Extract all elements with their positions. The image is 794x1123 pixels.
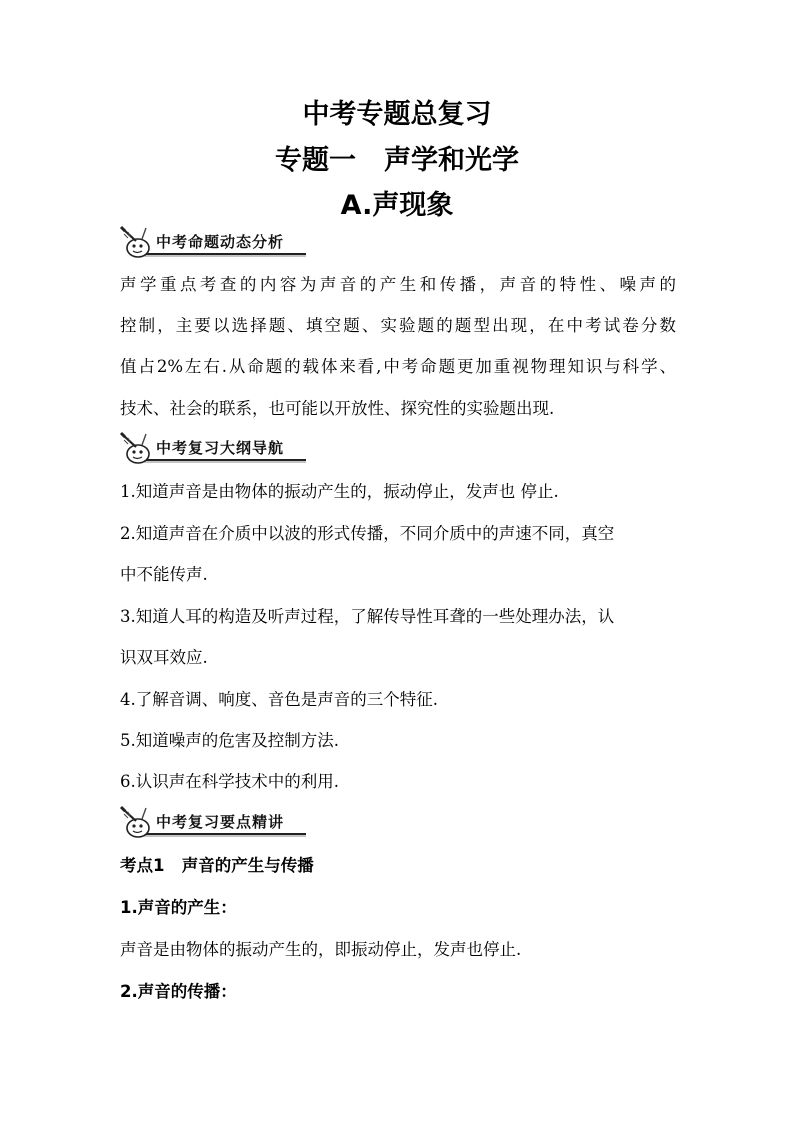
outline-item: 6.认识声在科学技术中的利用.	[120, 772, 339, 791]
section-title: A.声现象	[340, 190, 454, 221]
outline-item: 1.知道声音是由物体的振动产生的，振动停止，发声也 停止.	[120, 482, 559, 501]
keypoint-heading: 考点1 声音的产生与传播	[120, 856, 314, 875]
banner-keypoints-label: 中考复习要点精讲	[156, 813, 285, 831]
intro-line: 声学重点考查的内容为声音的产生和传播，声音的特性、噪声的	[120, 275, 676, 294]
banner-keypoints	[116, 804, 312, 840]
intro-line: 值占2%左右.从命题的载体来看,中考命题更加重视物理知识与科学、	[120, 357, 676, 376]
banner-outline	[116, 430, 312, 466]
banner-analysis-label: 中考命题动态分析	[156, 233, 285, 251]
intro-line: 控制，主要以选择题、填空题、实验题的题型出现，在中考试卷分数	[120, 316, 676, 335]
intro-line: 技术、社会的联系，也可能以开放性、探究性的实验题出现.	[120, 399, 555, 418]
outline-item: 5.知道噪声的危害及控制方法.	[120, 731, 339, 750]
outline-item: 中不能传声.	[120, 565, 208, 584]
outline-item: 4.了解音调、响度、音色是声音的三个特征.	[120, 690, 438, 709]
topic-number: 专题一	[275, 145, 356, 176]
keypoint-subheading: 2.声音的传播：	[120, 982, 237, 1001]
topic-title	[0, 143, 794, 179]
keypoint-text: 声音是由物体的振动产生的，即振动停止，发声也停止.	[120, 940, 522, 959]
outline-item: 3.知道人耳的构造及听声过程，了解传导性耳聋的一些处理办法，认	[120, 607, 615, 626]
main-title: 中考专题总复习	[302, 99, 492, 130]
outline-item: 识双耳效应.	[120, 648, 208, 667]
topic-name: 声学和光学	[384, 145, 519, 176]
banner-outline-label: 中考复习大纲导航	[156, 439, 285, 457]
banner-analysis	[116, 224, 312, 260]
keypoint-subheading: 1.声音的产生：	[120, 898, 237, 917]
outline-item: 2.知道声音在介质中以波的形式传播，不同介质中的声速不同，真空	[120, 524, 615, 543]
